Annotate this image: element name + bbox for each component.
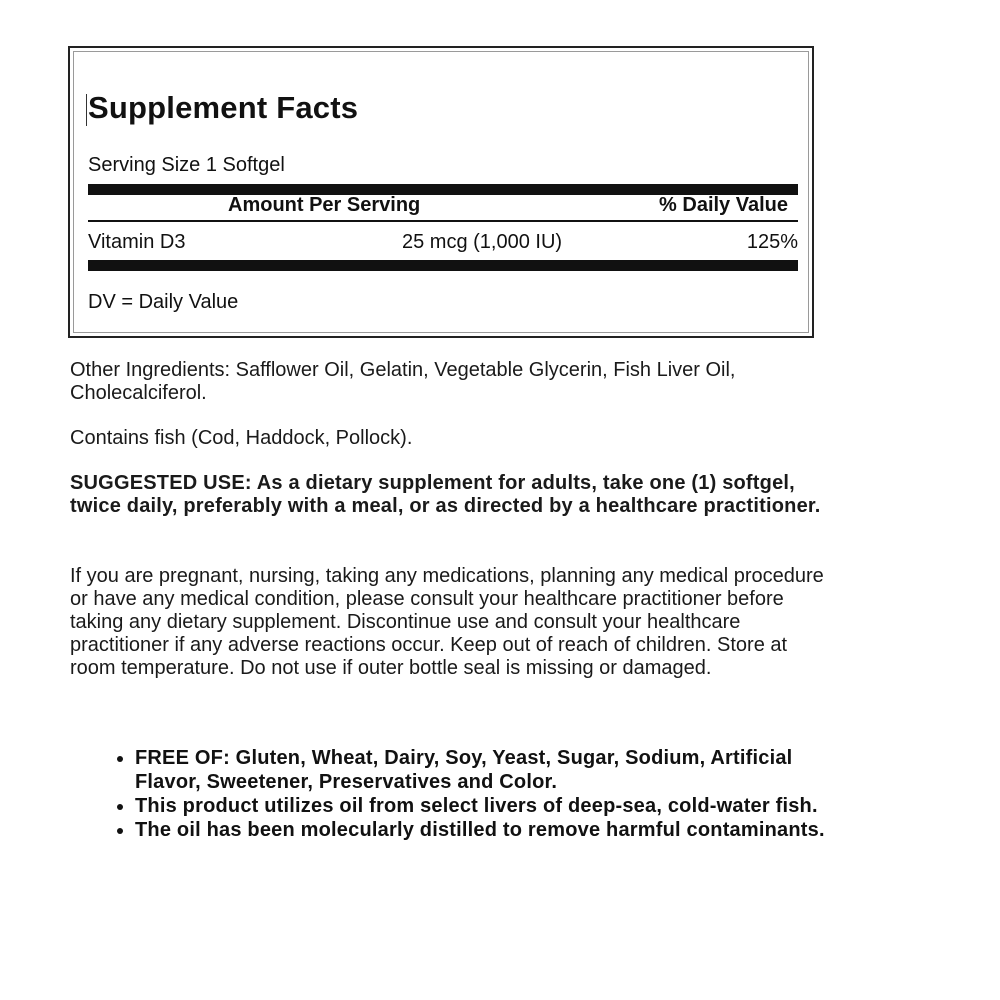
serving-size: Serving Size 1 Softgel <box>88 154 285 176</box>
header-amount-per-serving: Amount Per Serving <box>228 194 421 216</box>
supplement-facts-panel <box>68 46 814 338</box>
list-item: • This product utilizes oil from select livers of deep-sea, cold-water fish. <box>135 794 855 818</box>
warning-text: If you are pregnant, nursing, taking any medications, planning any medical procedure or have any medical condition, please consult your healthcare practitioner before taking any dietary supplement. Discontinue use and consult your healthcare practitioner if any adverse reactions occur. Keep out of reach of children. Store at room temperature. Do not use if outer bottle seal is missing or damaged. <box>70 565 824 679</box>
list-item: • The oil has been molecularly distilled to remove harmful contaminants. <box>135 818 855 842</box>
allergen-statement: Contains fish (Cod, Haddock, Pollock). <box>70 427 413 449</box>
list-item: • FREE OF: Gluten, Wheat, Dairy, Soy, Yeast, Sugar, Sodium, Artificial Flavor, Sweetener, Preservatives and Color. <box>135 746 855 794</box>
divider-thin <box>88 220 798 222</box>
other-ingredients: Other Ingredients: Safflower Oil, Gelatin, Vegetable Glycerin, Fish Liver Oil, Cholecalciferol. <box>70 359 736 404</box>
header-daily-value: % Daily Value <box>659 194 788 216</box>
nutrient-amount: 25 mcg (1,000 IU) <box>402 231 563 253</box>
facts-title: Supplement Facts <box>88 90 359 125</box>
divider-thick-bottom <box>88 260 798 271</box>
nutrient-name: Vitamin D3 <box>88 231 186 253</box>
feature-list <box>108 746 855 842</box>
dv-footnote: DV = Daily Value <box>88 291 239 313</box>
nutrient-daily-value: 125% <box>746 231 798 253</box>
suggested-use: SUGGESTED USE: As a dietary supplement for adults, take one (1) softgel, twice daily, preferably with a meal, or as directed by a healthcare practitioner. <box>70 472 821 517</box>
text-cursor <box>86 94 87 126</box>
